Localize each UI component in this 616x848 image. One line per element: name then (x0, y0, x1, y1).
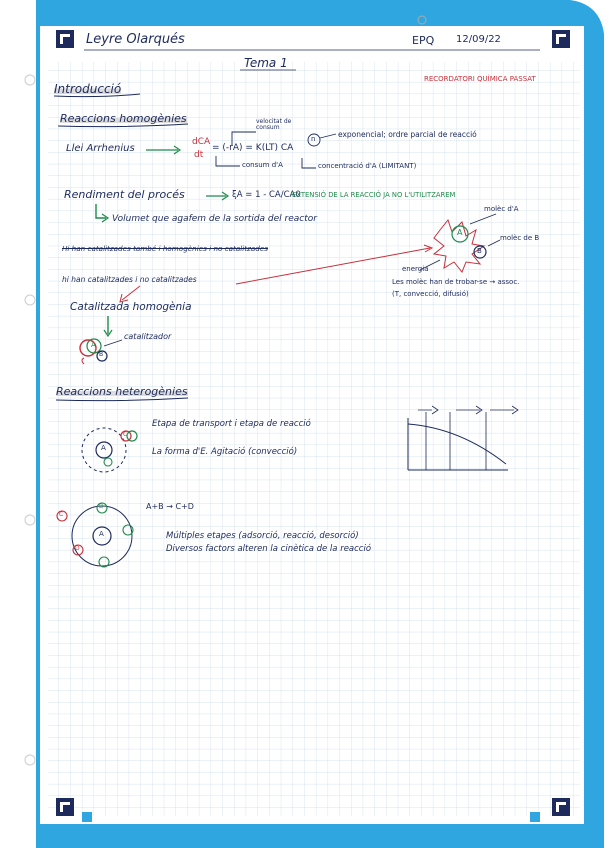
collision-note1: Les molèc han de trobar-se → assoc. (392, 278, 520, 286)
mol-b-label: molèc de B (500, 234, 540, 242)
note-velocity: velocitat de consum (256, 118, 292, 131)
multistep-d: D (75, 545, 80, 552)
rate-law-lead: Llei Arrhenius (66, 143, 135, 154)
multistep-c: C (59, 511, 64, 518)
corner-logo-icon (552, 30, 570, 48)
catalysis-heading: Catalitzada homogènia (70, 301, 192, 313)
top-note: RECORDATORI QUÍMICA PASSAT (424, 75, 536, 83)
yield-lead: Rendiment del procés (64, 188, 185, 201)
section-heterogeneous: Reaccions heterogènies (56, 385, 188, 398)
energy-label: energia (402, 265, 429, 273)
section-intro: Introducció (54, 82, 122, 96)
catalysis-line: hi han catalitzades i no catalitzades (62, 275, 197, 284)
particle-c: C (123, 431, 128, 438)
section-homogeneous: Reaccions homogènies (60, 112, 187, 125)
collision-b: B (477, 247, 482, 255)
author-name: Leyre Olarqués (86, 32, 185, 47)
hetero-line2: La forma d'E. Agitació (convecció) (152, 447, 298, 457)
collision-note2: (T, convecció, difusió) (392, 290, 469, 298)
rate-law-order: n (311, 135, 316, 143)
hetero-line3: Múltiples etapes (adsorció, reacció, desorció) (166, 531, 359, 541)
note-exponent: exponencial; ordre parcial de reacció (338, 130, 477, 139)
collision-a: A (457, 228, 463, 237)
page-title: Tema 1 (244, 56, 288, 70)
catalyst-a: A (91, 341, 96, 349)
reaction-equation: A+B → C+D (146, 502, 194, 511)
note-consum: consum d'A (242, 161, 283, 169)
rate-law-rhs: = (-rA) = K(LT) CA (212, 143, 294, 153)
particle-a: A (101, 444, 106, 452)
hetero-line1: Etapa de transport i etapa de reacció (152, 419, 311, 429)
multistep-b: B (99, 503, 104, 510)
hetero-line4: Diversos factors alteren la cinètica de la reacció (166, 544, 372, 554)
date-label: 12/09/22 (456, 34, 501, 45)
yield-formula: ξA = 1 - CA/CA0 (232, 190, 301, 200)
catalyst-b: B (99, 351, 104, 358)
note-concentration: concentració d'A (LIMITANT) (318, 162, 417, 170)
rate-law-num: dCA (192, 137, 211, 147)
corner-logo-icon (56, 30, 74, 48)
struck-line: Hi han catalitzades també i homogènies i no catalitzades (62, 244, 268, 253)
subject-label: EPQ (412, 34, 435, 47)
yield-sub: Volumet que agafem de la sortida del reactor (112, 214, 317, 224)
catalyst-label: catalitzador (124, 332, 172, 341)
rate-law-den: dt (194, 150, 204, 160)
multistep-a: A (99, 530, 104, 538)
yield-note: EXTENSIÓ DE LA REACCIÓ JA NO L'UTILITZAREM (292, 191, 456, 199)
mol-a-label: molèc d'A (484, 205, 519, 213)
